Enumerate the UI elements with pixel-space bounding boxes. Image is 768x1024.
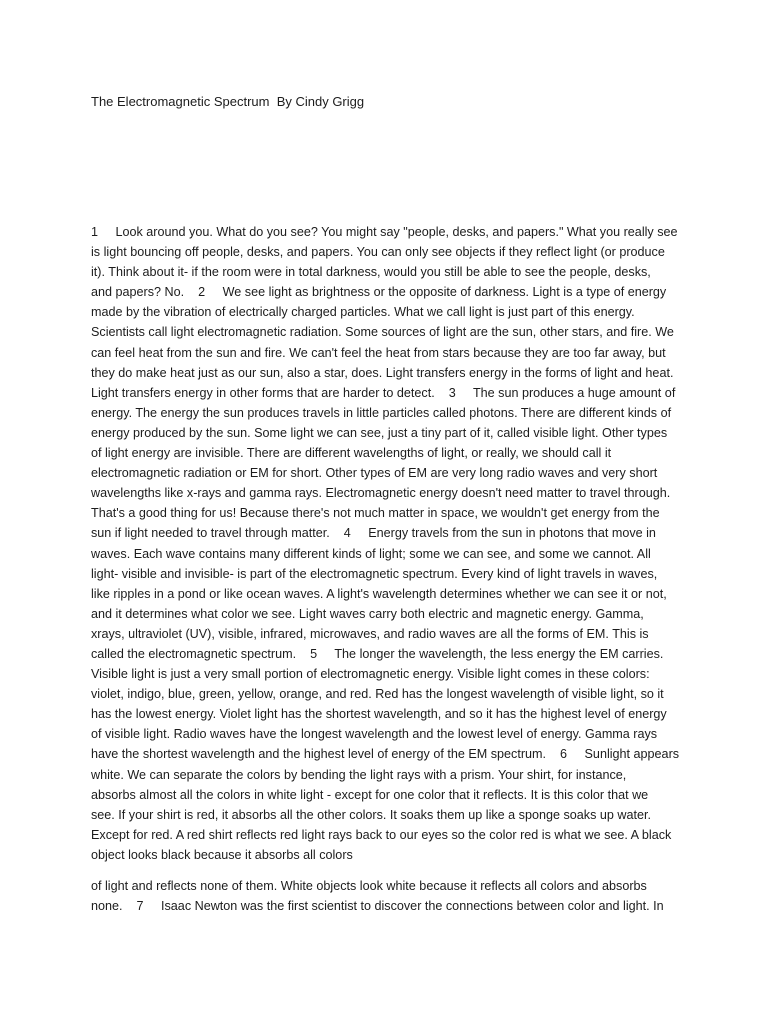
text-line: and it determines what color we see. Light waves carry both electric and magnetic energy. Gamma,: [91, 606, 644, 621]
text-line: light- visible and invisible- is part of the electromagnetic spectrum. Every kind of light travels in waves,: [91, 566, 658, 581]
text-line: has the lowest energy. Violet light has the shortest wavelength, and so it has the highest level of energy: [91, 707, 667, 722]
text-line: sun if light needed to travel through matter. 4 Energy travels from the sun in photons that move in: [91, 526, 656, 541]
text-line: That's a good thing for us! Because there's not much matter in space, we wouldn't get energy from the: [91, 506, 660, 521]
text-line: Scientists call light electromagnetic radiation. Some sources of light are the sun, other stars, and fire. We: [91, 325, 674, 340]
body-text-block-1: [91, 222, 685, 865]
text-line: of light and reflects none of them. White objects look white because it reflects all colors and absorbs: [91, 879, 647, 893]
text-line: have the shortest wavelength and the highest level of energy of the EM spectrum. 6 Sunlight appears: [91, 747, 680, 762]
text-line: object looks black because it absorbs all colors: [91, 847, 353, 862]
text-line: and papers? No. 2 We see light as brightness or the opposite of darkness. Light is a type of energy: [91, 285, 667, 300]
text-line: like ripples in a pond or like ocean waves. A light's wavelength determines whether we can see it or not,: [91, 586, 667, 601]
text-line: violet, indigo, blue, green, yellow, orange, and red. Red has the longest wavelength of visible light, so it: [91, 687, 664, 702]
text-line: electromagnetic radiation or EM for short. Other types of EM are very long radio waves and very short: [91, 466, 658, 481]
text-line: waves. Each wave contains many different kinds of light; some we can see, and some we cannot. All: [91, 546, 651, 561]
text-line: is light bouncing off people, desks, and papers. You can only see objects if they reflect light (or produce: [91, 245, 665, 260]
text-line: xrays, ultraviolet (UV), visible, infrared, microwaves, and radio waves are all the forms of EM. This is: [91, 626, 649, 641]
text-line: see. If your shirt is red, it absorbs all the other colors. It soaks them up like a sponge soaks up water.: [91, 807, 651, 822]
text-line: absorbs almost all the colors in white light - except for one color that it reflects. It is this color that we: [91, 787, 649, 802]
text-line: wavelengths like x-rays and gamma rays. Electromagnetic energy doesn't need matter to travel through.: [91, 486, 671, 501]
text-line: none. 7 Isaac Newton was the first scientist to discover the connections between color and light. In: [91, 899, 664, 914]
text-line: Light transfers energy in other forms that are harder to detect. 3 The sun produces a huge amount of: [91, 385, 676, 400]
text-line: Visible light is just a very small portion of electromagnetic energy. Visible light comes in these colors:: [91, 667, 650, 682]
text-line: Except for red. A red shirt reflects red light rays back to our eyes so the color red is what we see. A black: [91, 827, 672, 842]
text-line: of visible light. Radio waves have the longest wavelength and the lowest level of energy. Gamma rays: [91, 727, 658, 742]
text-line: energy. The energy the sun produces travels in little particles called photons. There are different kinds of: [91, 405, 672, 420]
text-line: 1 Look around you. What do you see? You might say "people, desks, and papers." What you really see: [91, 225, 678, 239]
text-line: white. We can separate the colors by bending the light rays with a prism. Your shirt, for instance,: [91, 767, 627, 782]
text-line: it). Think about it- if the room were in total darkness, would you still be able to see the people, desks,: [91, 265, 651, 280]
text-line: called the electromagnetic spectrum. 5 The longer the wavelength, the less energy the EM carries.: [91, 646, 664, 661]
body-text-block-2: [91, 876, 685, 916]
text-line: can feel heat from the sun and fire. We can't feel the heat from stars because they are too far away, but: [91, 345, 666, 360]
document-title: The Electromagnetic Spectrum By Cindy Grigg: [91, 94, 365, 109]
text-line: energy produced by the sun. Some light we can see, just a tiny part of it, called visible light. Other types: [91, 425, 668, 440]
text-line: made by the vibration of electrically charged particles. What we call light is just part of this energy.: [91, 305, 635, 320]
text-line: they do make heat just as our sun, also a star, does. Light transfers energy in the forms of light and heat.: [91, 365, 674, 380]
text-line: of light energy are invisible. There are different wavelengths of light, or really, we should call it: [91, 446, 612, 461]
